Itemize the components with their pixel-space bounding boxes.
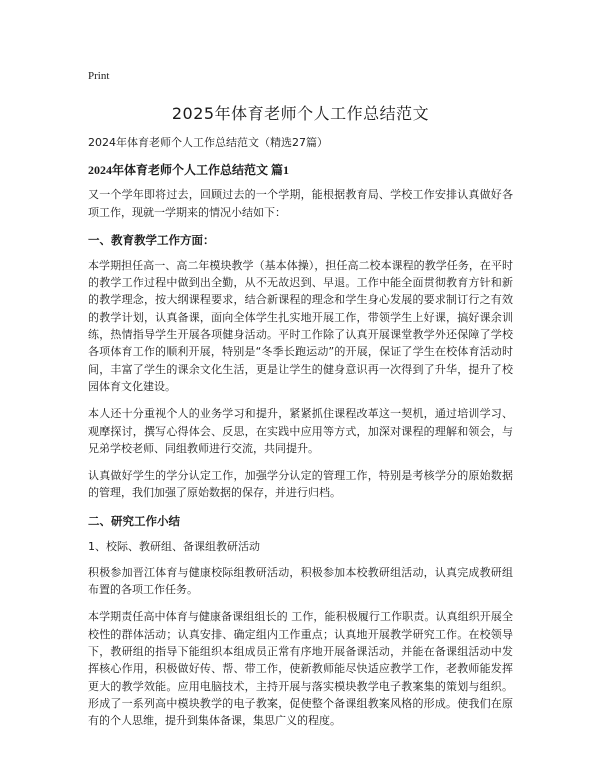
paragraph: 积极参加晋江体育与健康校际组教研活动，积极参加本校教研组活动，认真完成教研组布置的各项工作任务。 — [88, 565, 513, 597]
paragraph: 本学期责任高中体育与健康备课组组长的 工作，能积极履行工作职责。认真组织开展全校性的群体活动；认真安排、确定组内工作重点；认真地开展教学研究工作。在校领导下，教研组的指导下能组织本组成员正常有序地开展备课活动，并能在备课组活动中发挥核心作用，积极做好传、帮、带工作，使新教师能尽快适应教学工作，老教师能发挥更大的教学效能。应用电脑技术，主持开展与落实模块教学电子教案集的策划与组织。形成了一系列高中模块教学的电子教案，促使整个备课组教案风格的形成。使我们在原有的个人思维，提升到集体备课，集思广义的程度。 — [88, 610, 513, 728]
sub-heading-activities: 1、校际、教研组、备课组教研活动 — [88, 539, 260, 553]
paragraph: 本学期担任高一、高二年模块教学（基本体操），担任高二校本课程的教学任务，在平时的教学工作过程中做到出全勤，从不无故迟到、早退。工作中能全面贯彻教育方针和新的教学理念，按大纲课程要求，结合新课程的理念和学生身心发展的要求制订行之有效的教学计划，认真备课，面向全体学生扎实地开展工作，带领学生上好课，搞好课余训练，热情指导学生开展各项健身活动。平时工作除了认真开展课堂教学外还保障了学校各项体育工作的顺利开展，特别是“冬季长跑运动”的开展，保证了学生在校体育活动时间，丰富了学生的课余文化生活，更是让学生的健身意识再一次得到了升华，提升了校园体育文化建设。 — [88, 258, 513, 393]
section-heading-teaching: 一、教育教学工作方面： — [88, 232, 215, 247]
collection-subtitle: 2024年体育老师个人工作总结范文（精选27篇） — [88, 136, 328, 149]
paragraph: 认真做好学生的学分认定工作，加强学分认定的管理工作，特别是考核学分的原始数据的管理，我们加强了原始数据的保存，并进行归档。 — [88, 469, 513, 500]
print-link[interactable]: Print — [88, 70, 110, 82]
document-body — [88, 134, 513, 739]
section-heading-research: 二、研究工作小结 — [88, 513, 180, 528]
page-title: 2025年体育老师个人工作总结范文 — [171, 104, 430, 123]
article-heading: 2024年体育老师个人工作总结范文 篇1 — [88, 163, 290, 178]
intro-paragraph: 又一个学年即将过去，回顾过去的一个学期，能根据教育局、学校工作安排认真做好各项工作，现就一学期来的情况小结如下： — [88, 188, 513, 219]
paragraph: 本人还十分重视个人的业务学习和提升，紧紧抓住课程改革这一契机，通过培训学习、观摩探讨，撰写心得体会、反思，在实践中应用等方式，加深对课程的理解和领会，与兄弟学校老师、同组教师进行交流，共同提升。 — [88, 407, 513, 455]
